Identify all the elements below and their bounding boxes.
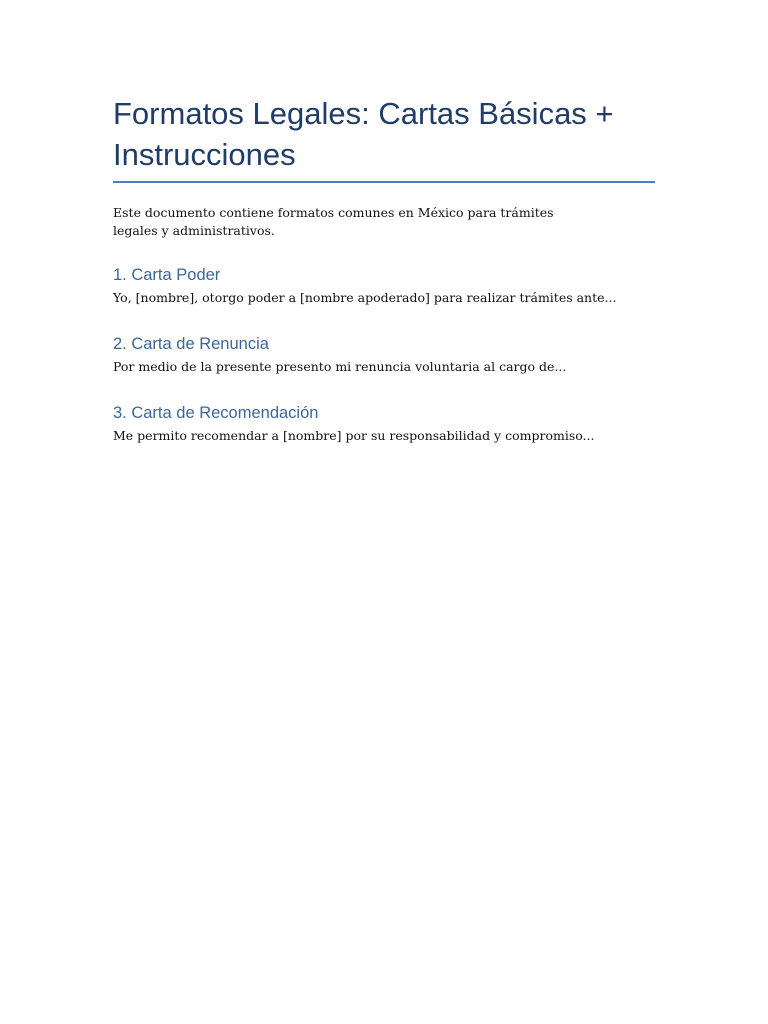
section-carta-poder [113, 264, 655, 307]
section-body: Yo, [nombre], otorgo poder a [nombre apoderado] para realizar trámites ante... [113, 290, 617, 305]
section-heading: 3. Carta de Recomendación [113, 404, 319, 422]
section-heading: 1. Carta Poder [113, 266, 221, 284]
intro-paragraph: Este documento contiene formatos comunes en México para trámites legales y administrativos. [113, 205, 554, 238]
section-body: Me permito recomendar a [nombre] por su responsabilidad y compromiso... [113, 428, 595, 443]
title-divider [113, 181, 655, 183]
document-title: Formatos Legales: Cartas Básicas + Instrucciones [113, 96, 614, 172]
section-heading: 2. Carta de Renuncia [113, 335, 269, 353]
section-carta-recomendacion [113, 402, 655, 445]
section-carta-renuncia [113, 333, 655, 376]
section-body: Por medio de la presente presento mi renuncia voluntaria al cargo de... [113, 359, 567, 374]
